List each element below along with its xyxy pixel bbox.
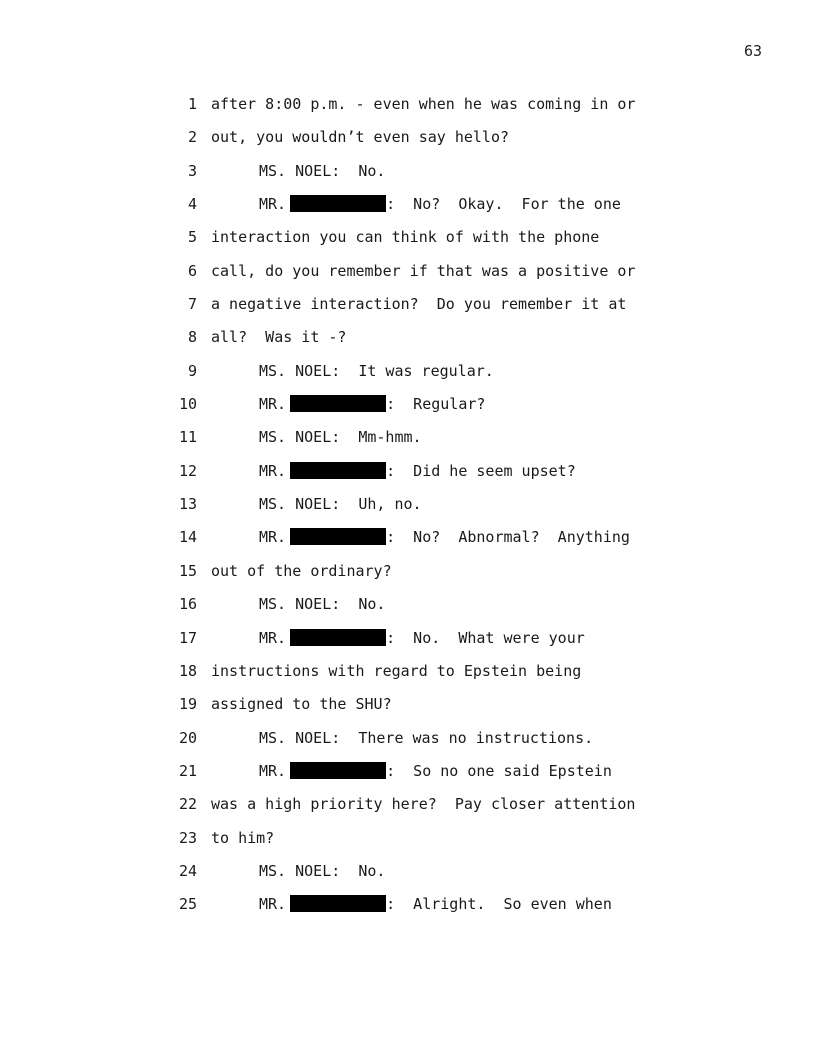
speaker-label: MR. bbox=[259, 528, 287, 547]
page-number: 63 bbox=[743, 42, 762, 60]
line-content: MS. NOEL: It was regular. bbox=[259, 361, 494, 380]
transcript-line bbox=[0, 891, 816, 924]
transcript-line bbox=[0, 558, 816, 591]
line-content: instructions with regard to Epstein being bbox=[211, 661, 582, 680]
line-text bbox=[211, 695, 392, 713]
transcript-line bbox=[0, 291, 816, 324]
line-text bbox=[259, 162, 385, 180]
transcript-line bbox=[0, 424, 816, 457]
line-text bbox=[211, 328, 346, 346]
line-number: 9 bbox=[187, 361, 197, 380]
transcript-lines bbox=[0, 91, 816, 925]
line-number: 11 bbox=[178, 428, 197, 447]
line-text bbox=[259, 862, 385, 880]
line-remainder: : No. What were your bbox=[386, 628, 585, 647]
line-text bbox=[259, 428, 422, 446]
line-remainder: : Regular? bbox=[386, 395, 486, 414]
line-text bbox=[211, 562, 392, 580]
line-number: 24 bbox=[178, 861, 197, 880]
transcript-line bbox=[0, 324, 816, 357]
line-number: 23 bbox=[178, 828, 197, 847]
line-number: 2 bbox=[187, 128, 197, 147]
line-number: 7 bbox=[187, 295, 197, 314]
line-content: MS. NOEL: No. bbox=[259, 161, 386, 180]
line-content: interaction you can think of with the phone bbox=[211, 228, 600, 247]
transcript-line bbox=[0, 458, 816, 491]
line-number: 13 bbox=[178, 495, 197, 514]
line-number: 25 bbox=[178, 895, 197, 914]
line-number: 12 bbox=[178, 461, 197, 480]
line-remainder: : Did he seem upset? bbox=[386, 461, 576, 480]
redaction-block bbox=[290, 762, 386, 779]
redaction-block bbox=[290, 895, 386, 912]
line-text bbox=[259, 495, 422, 513]
line-content: after 8:00 p.m. - even when he was coming in or bbox=[211, 95, 636, 113]
line-content: was a high priority here? Pay closer attention bbox=[211, 795, 636, 814]
line-number: 5 bbox=[187, 228, 197, 247]
line-text bbox=[211, 95, 635, 113]
line-content: a negative interaction? Do you remember it at bbox=[211, 295, 627, 314]
transcript-line bbox=[0, 758, 816, 791]
line-text bbox=[211, 295, 626, 313]
speaker-label: MR. bbox=[259, 895, 287, 914]
line-text bbox=[211, 662, 581, 680]
line-text bbox=[259, 195, 621, 213]
line-text bbox=[211, 262, 635, 280]
line-number: 22 bbox=[178, 795, 197, 814]
line-number: 17 bbox=[178, 628, 197, 647]
speaker-label: MR. bbox=[259, 195, 287, 214]
line-text bbox=[211, 228, 599, 246]
line-content: to him? bbox=[211, 828, 275, 847]
transcript-line bbox=[0, 391, 816, 424]
line-text bbox=[211, 128, 509, 146]
line-content: out of the ordinary? bbox=[211, 561, 392, 580]
line-remainder: : Alright. So even when bbox=[386, 895, 612, 914]
line-content: MS. NOEL: Uh, no. bbox=[259, 495, 422, 514]
transcript-line bbox=[0, 191, 816, 224]
speaker-label: MR. bbox=[259, 395, 287, 414]
line-number: 14 bbox=[178, 528, 197, 547]
line-content: MS. NOEL: No. bbox=[259, 861, 386, 880]
speaker-label: MR. bbox=[259, 628, 287, 647]
line-text bbox=[211, 829, 274, 847]
redaction-block bbox=[290, 195, 386, 212]
transcript-line bbox=[0, 691, 816, 724]
transcript-line bbox=[0, 725, 816, 758]
line-content: all? Was it -? bbox=[211, 328, 347, 347]
line-text bbox=[259, 462, 576, 480]
line-number: 1 bbox=[187, 95, 197, 113]
line-text bbox=[259, 362, 494, 380]
line-content: out, you wouldn’t even say hello? bbox=[211, 128, 510, 147]
speaker-label: MR. bbox=[259, 761, 287, 780]
redaction-block bbox=[290, 629, 386, 646]
transcript-line bbox=[0, 524, 816, 557]
transcript-line bbox=[0, 258, 816, 291]
redaction-block bbox=[290, 462, 386, 479]
speaker-label: MR. bbox=[259, 461, 287, 480]
transcript-line bbox=[0, 858, 816, 891]
line-text bbox=[259, 595, 385, 613]
line-content: assigned to the SHU? bbox=[211, 695, 392, 714]
transcript-line bbox=[0, 224, 816, 257]
line-content: MS. NOEL: No. bbox=[259, 595, 386, 614]
line-content: MS. NOEL: There was no instructions. bbox=[259, 728, 594, 747]
line-text bbox=[259, 762, 612, 780]
redaction-block bbox=[290, 528, 386, 545]
transcript-line bbox=[0, 91, 816, 124]
transcript-line bbox=[0, 491, 816, 524]
transcript-line bbox=[0, 791, 816, 824]
line-text bbox=[259, 895, 612, 913]
line-remainder: : So no one said Epstein bbox=[386, 761, 612, 780]
line-remainder: : No? Okay. For the one bbox=[386, 195, 621, 214]
transcript-line bbox=[0, 591, 816, 624]
line-number: 16 bbox=[178, 595, 197, 614]
line-text bbox=[259, 528, 630, 546]
line-number: 21 bbox=[178, 761, 197, 780]
transcript-line bbox=[0, 625, 816, 658]
line-number: 15 bbox=[178, 561, 197, 580]
line-number: 10 bbox=[178, 395, 197, 414]
line-text bbox=[259, 729, 593, 747]
transcript-line bbox=[0, 358, 816, 391]
line-content: call, do you remember if that was a positive or bbox=[211, 261, 636, 280]
line-number: 19 bbox=[178, 695, 197, 714]
transcript-line bbox=[0, 124, 816, 157]
line-remainder: : No? Abnormal? Anything bbox=[386, 528, 630, 547]
line-content: MS. NOEL: Mm-hmm. bbox=[259, 428, 422, 447]
transcript-line bbox=[0, 825, 816, 858]
transcript-line bbox=[0, 158, 816, 191]
line-text bbox=[259, 395, 485, 413]
line-number: 3 bbox=[187, 161, 197, 180]
line-text bbox=[259, 629, 585, 647]
line-number: 4 bbox=[187, 195, 197, 214]
line-text bbox=[211, 795, 635, 813]
line-number: 20 bbox=[178, 728, 197, 747]
line-number: 8 bbox=[187, 328, 197, 347]
line-number: 18 bbox=[178, 661, 197, 680]
redaction-block bbox=[290, 395, 386, 412]
transcript-line bbox=[0, 658, 816, 691]
line-number: 6 bbox=[187, 261, 197, 280]
